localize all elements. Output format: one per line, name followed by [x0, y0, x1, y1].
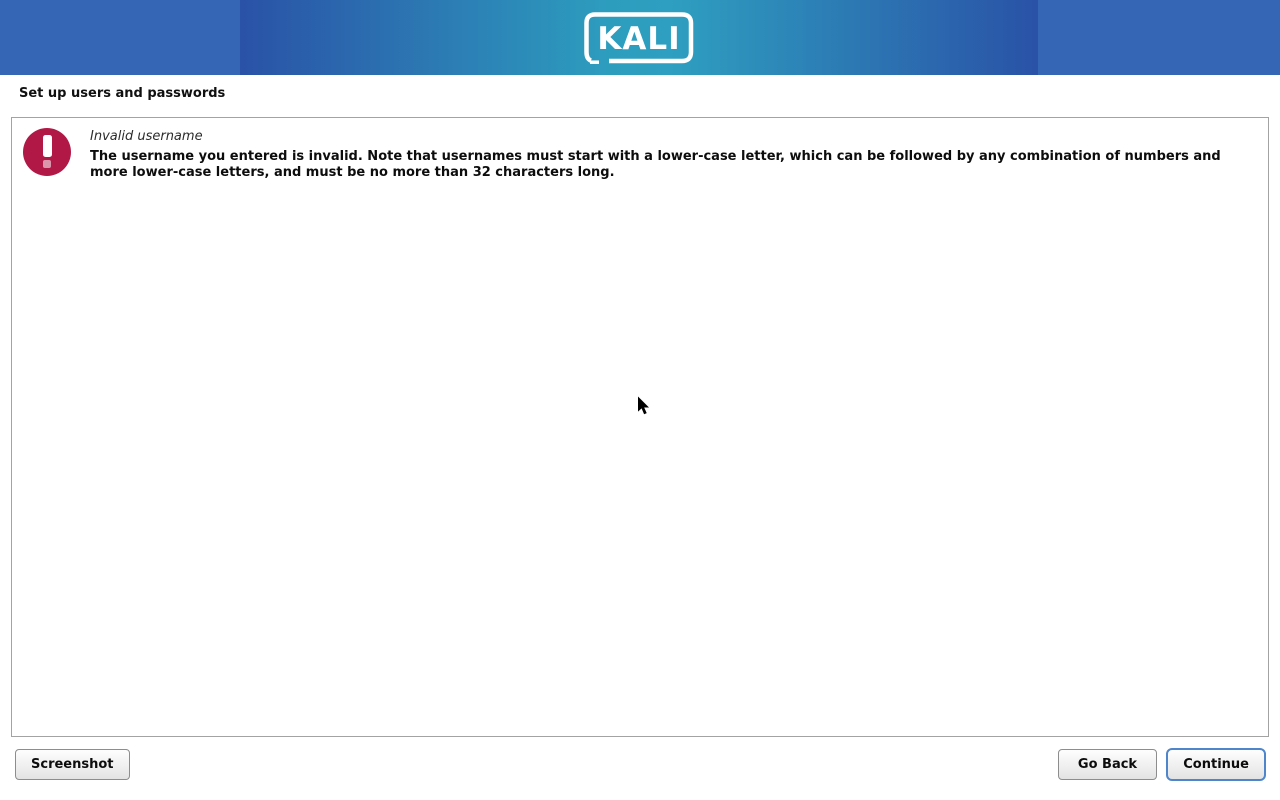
error-banner — [12, 118, 1268, 180]
error-texts — [90, 128, 1244, 180]
footer-bar — [0, 737, 1280, 800]
kali-logo-text: KALI — [597, 20, 681, 57]
error-message: The username you entered is invalid. Note that usernames must start with a lower-case letter, which can be followed by any combination of numbers and more lower-case letters, and must be no more than 32 characters long. — [90, 149, 1221, 180]
header-banner — [0, 0, 1280, 75]
page-title: Set up users and passwords — [19, 86, 226, 101]
banner-gradient — [240, 0, 1038, 75]
continue-button[interactable]: Continue — [1166, 748, 1266, 781]
kali-logo — [582, 12, 696, 64]
screenshot-button[interactable]: Screenshot — [15, 749, 130, 780]
error-icon — [23, 128, 71, 176]
exclamation-bar — [43, 135, 52, 157]
error-title: Invalid username — [90, 129, 203, 144]
content-area — [11, 117, 1269, 737]
exclamation-dot — [43, 160, 51, 168]
go-back-button[interactable]: Go Back — [1058, 749, 1157, 780]
